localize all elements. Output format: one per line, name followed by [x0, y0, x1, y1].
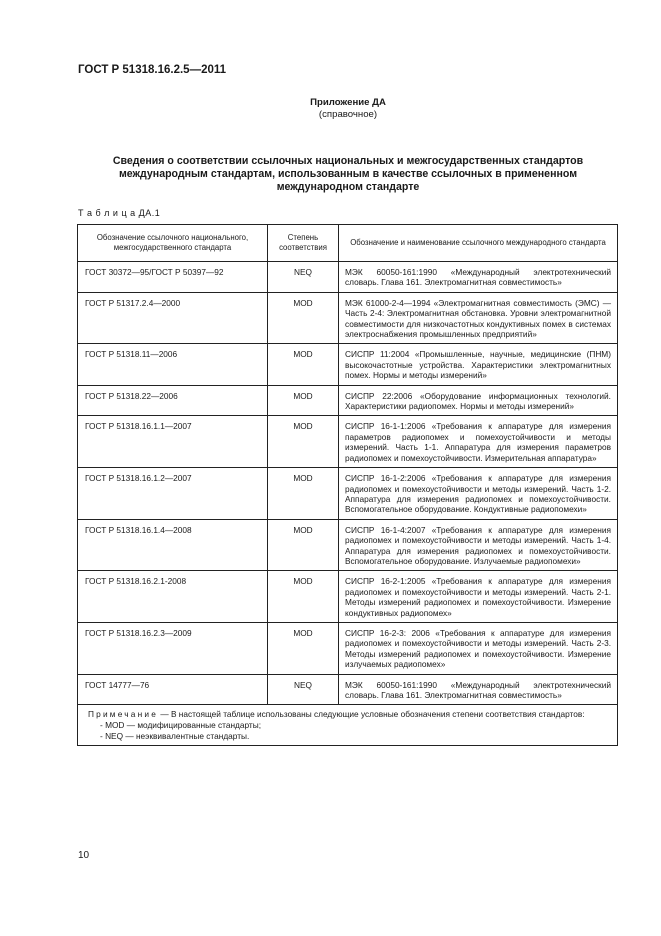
cell-national-standard: ГОСТ 30372—95/ГОСТ Р 50397—92 [78, 262, 268, 293]
table-row [78, 292, 618, 344]
section-title-line: Сведения о соответствии ссылочных национальных и межгосударственных стандартов [112, 155, 584, 167]
table-row [78, 416, 618, 468]
cell-degree: MOD [268, 344, 339, 385]
cell-national-standard: ГОСТ Р 51318.16.1.2—2007 [78, 468, 268, 520]
cell-degree: MOD [268, 292, 339, 344]
table-row [78, 622, 618, 674]
cell-international-standard: СИСПР 16-2-3: 2006 «Требования к аппаратуре для измерения радиопомех и помехоустойчивости и методы измерений. Часть 2-3. Методы измерений радиопомех и помехоустойчивости. Измерение излучаемых радиопомех» [339, 622, 618, 674]
table-row [78, 468, 618, 520]
table-row [78, 262, 618, 293]
cell-international-standard: СИСПР 16-1-4:2007 «Требования к аппаратуре для измерения радиопомех и помехоустойчивости и методы измерений. Часть 1-4. Аппаратура для измерения радиопомех и помехоустойчивости. Вспомогательное оборудование. Излучаемые радиопомехи» [339, 519, 618, 571]
cell-national-standard: ГОСТ Р 51318.11—2006 [78, 344, 268, 385]
note-item: - NEQ — неэквивалентные стандарты. [100, 730, 250, 741]
cell-national-standard: ГОСТ Р 51318.16.2.3—2009 [78, 622, 268, 674]
annex-heading [78, 97, 618, 121]
cell-international-standard: МЭК 61000-2-4—1994 «Электромагнитная совместимость (ЭМС) — Часть 2-4: Электромагнитная обстановка. Уровни электромагнитной совместимости для низкочастотных кондуктивных помех в системах электроснабжения промышленных предприятий» [339, 292, 618, 344]
cell-degree: NEQ [268, 674, 339, 705]
note-text [88, 709, 611, 720]
cell-degree: NEQ [268, 262, 339, 293]
cell-degree: MOD [268, 519, 339, 571]
section-title [88, 155, 608, 194]
cell-international-standard: СИСПР 16-1-1:2006 «Требования к аппаратуре для измерения параметров радиопомех и помехоустойчивости и методы измерений. Часть 1-1. Аппаратура для измерения параметров радиопомех и помехоустойчивости. Измерительная аппаратура» [339, 416, 618, 468]
cell-degree: MOD [268, 571, 339, 623]
cell-national-standard: ГОСТ Р 51318.22—2006 [78, 385, 268, 416]
cell-international-standard: МЭК 60050-161:1990 «Международный электротехнический словарь. Глава 161. Электромагнитная совместимость» [339, 674, 618, 705]
section-title-line: международном стандарте [276, 181, 420, 193]
cell-international-standard: СИСПР 16-2-1:2005 «Требования к аппаратуре для измерения радиопомех и помехоустойчивости и методы измерений. Часть 2-1. Методы измерений радиопомех и помехоустойчивости. Измерение кондуктивных радиопомех» [339, 571, 618, 623]
cell-national-standard: ГОСТ Р 51318.16.1.1—2007 [78, 416, 268, 468]
table-body [78, 262, 618, 705]
note-label: Примечание [88, 709, 159, 720]
column-header-national: Обозначение ссылочного национального, межгосударственного стандарта [78, 225, 268, 262]
table-header-row [78, 225, 618, 262]
cell-international-standard: МЭК 60050-161:1990 «Международный электротехнический словарь. Глава 161. Электромагнитная совместимость» [339, 262, 618, 293]
cell-international-standard: СИСПР 22:2006 «Оборудование информационных технологий. Характеристики радиопомех. Нормы и методы измерений» [339, 385, 618, 416]
note-item: - MOD — модифицированные стандарты; [100, 720, 262, 730]
table-row [78, 385, 618, 416]
column-header-degree: Степень соответствия [268, 225, 339, 262]
section-title-line: международным стандартам, использованным в качестве ссылочных в примененном [118, 168, 578, 180]
table-label: Т а б л и ц а ДА.1 [78, 208, 161, 218]
note-body: — В настоящей таблице использованы следующие условные обозначения степени соответствия стандартов: [160, 709, 585, 720]
column-header-international: Обозначение и наименование ссылочного международного стандарта [339, 225, 618, 262]
annex-subtitle: (справочное) [318, 109, 378, 120]
table-row [78, 674, 618, 705]
cell-national-standard: ГОСТ Р 51318.16.2.1-2008 [78, 571, 268, 623]
cell-national-standard: ГОСТ Р 51317.2.4—2000 [78, 292, 268, 344]
annex-title: Приложение ДА [310, 97, 386, 108]
table-row [78, 571, 618, 623]
cell-degree: MOD [268, 468, 339, 520]
note-row [78, 705, 618, 746]
table-note [78, 705, 618, 746]
page-number: 10 [78, 850, 90, 861]
table-row [78, 519, 618, 571]
cell-international-standard: СИСПР 16-1-2:2006 «Требования к аппаратуре для измерения радиопомех и помехоустойчивости и методы измерений. Часть 1-2. Аппаратура для измерения радиопомех и помехоустойчивости. Вспомогательное оборудование. Кондуктивные радиопомехи» [339, 468, 618, 520]
document-code: ГОСТ Р 51318.16.2.5—2011 [78, 64, 227, 76]
cell-degree: MOD [268, 385, 339, 416]
cell-degree: MOD [268, 622, 339, 674]
cell-degree: MOD [268, 416, 339, 468]
correspondence-table [77, 224, 618, 746]
cell-national-standard: ГОСТ 14777—76 [78, 674, 268, 705]
cell-national-standard: ГОСТ Р 51318.16.1.4—2008 [78, 519, 268, 571]
table-row [78, 344, 618, 385]
cell-international-standard: СИСПР 11:2004 «Промышленные, научные, медицинские (ПНМ) высокочастотные устройства. Характеристики электромагнитных помех. Нормы и методы измерений» [339, 344, 618, 385]
